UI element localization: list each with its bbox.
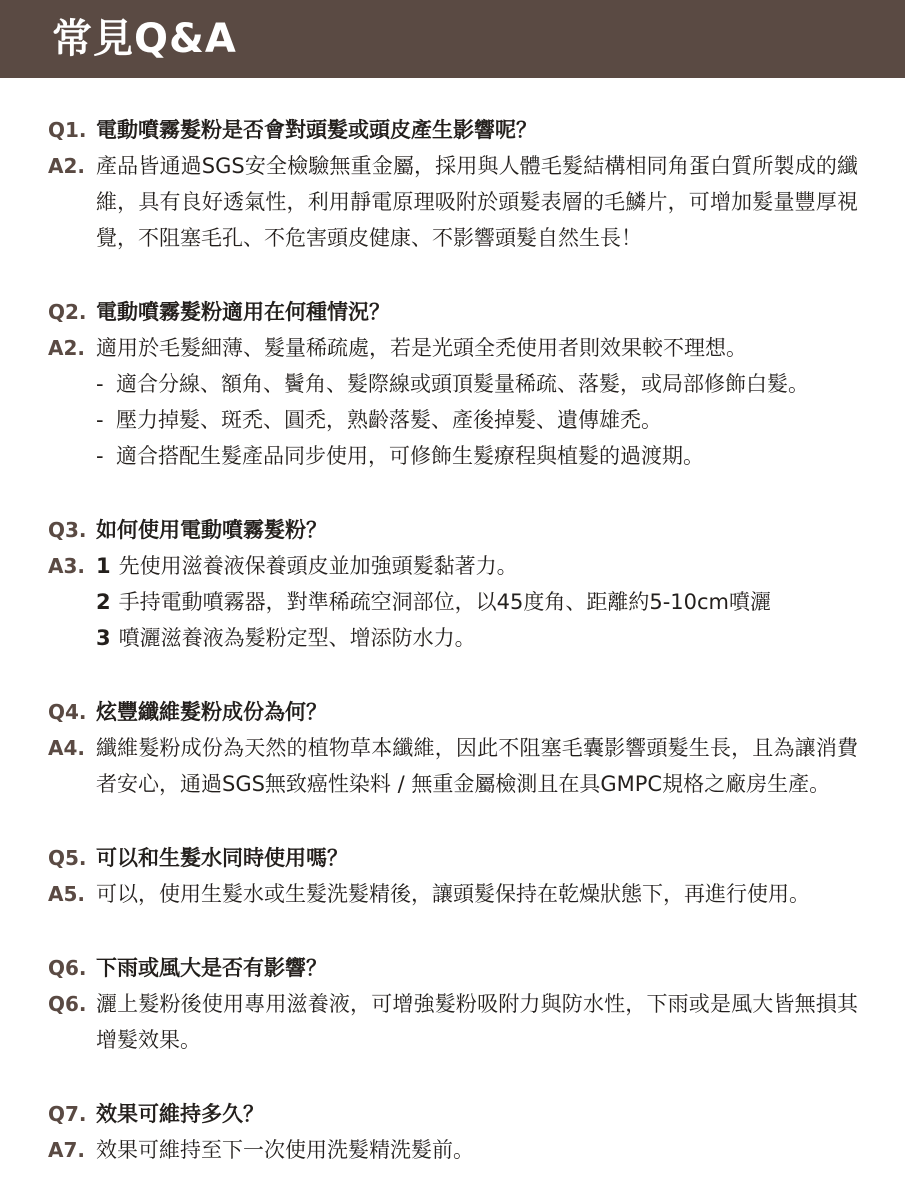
answer-row [48,548,858,656]
answer-tag: A3. [48,554,85,578]
question-tag: Q5. [48,846,87,870]
step-text: 噴灑滋養液為髮粉定型、增添防水力。 [118,626,476,650]
faq-item-2 [48,294,858,474]
answer-tag: A4. [48,736,85,760]
answer-block [96,330,858,474]
answer-row [48,876,858,912]
answer-text: 灑上髮粉後使用專用滋養液，可增強髮粉吸附力與防水性，下雨或是風大皆無損其增髮效果。 [96,992,858,1052]
answer-tag: A5. [48,882,85,906]
faq-list [48,112,858,1168]
question-row [48,840,858,876]
answer-text: 纖維髮粉成份為天然的植物草本纖維，因此不阻塞毛囊影響頭髮生長，且為讓消費者安心，通過SGS無致癌性染料 / 無重金屬檢測且在具GMPC規格之廠房生產。 [96,736,858,796]
answer-text: 適用於毛髮細薄、髮量稀疏處，若是光頭全禿使用者則效果較不理想。 [96,336,747,360]
question-tag: Q2. [48,300,87,324]
answer-tag: A2. [48,154,85,178]
answer-tag: A2. [48,336,85,360]
question-text: 電動噴霧髮粉適用在何種情況？ [96,300,390,324]
question-tag: Q7. [48,1102,87,1126]
bullet-item [96,438,858,474]
bullet-text: 適合分線、額角、鬢角、髮際線或頭頂髮量稀疏、落髮，或局部修飾白髮。 [116,372,809,396]
step-text: 手持電動噴霧器，對準稀疏空洞部位，以45度角、距離約5-10cm噴灑 [118,590,772,614]
step-text: 先使用滋養液保養頭皮並加強頭髮黏著力。 [118,554,518,578]
bullet-text: 壓力掉髮、斑禿、圓禿，熟齡落髮、產後掉髮、遺傳雄禿。 [116,408,662,432]
answer-row [48,1132,858,1168]
faq-item-3 [48,512,858,656]
answer-tag: Q6. [48,992,87,1016]
question-row [48,694,858,730]
question-tag: Q6. [48,956,87,980]
bullet-item [96,402,858,438]
faq-item-6 [48,950,858,1058]
answer-text: 可以，使用生髮水或生髮洗髮精後，讓頭髮保持在乾燥狀態下，再進行使用。 [96,882,810,906]
bullet-mark: - [96,408,104,432]
question-row [48,512,858,548]
step-item [96,620,858,656]
question-text: 電動噴霧髮粉是否會對頭髮或頭皮產生影響呢？ [96,118,537,142]
page-title: 常見Q&A [52,16,237,62]
answer-text: 產品皆通過SGS安全檢驗無重金屬，採用與人體毛髮結構相同角蛋白質所製成的纖維，具有良好透氣性，利用靜電原理吸附於頭髮表層的毛鱗片，可增加髮量豐厚視覺，不阻塞毛孔、不危害頭皮健康、不影響頭髮自然生長！ [96,154,858,250]
answer-tag: A7. [48,1138,85,1162]
bullet-text: 適合搭配生髮產品同步使用，可修飾生髮療程與植髮的過渡期。 [116,444,704,468]
question-row [48,112,858,148]
faq-item-5 [48,840,858,912]
answer-row [48,148,858,256]
answer-row [48,730,858,802]
question-text: 如何使用電動噴霧髮粉？ [96,518,327,542]
step-number: 1 [96,554,111,578]
question-tag: Q4. [48,700,87,724]
faq-item-1 [48,112,858,256]
step-number: 3 [96,626,111,650]
question-text: 炫豐纖維髮粉成份為何？ [96,700,327,724]
step-number: 2 [96,590,111,614]
faq-item-4 [48,694,858,802]
question-tag: Q3. [48,518,87,542]
question-row [48,294,858,330]
answer-row [48,986,858,1058]
question-row [48,1096,858,1132]
bullet-mark: - [96,372,104,396]
step-item [96,548,858,584]
faq-item-7 [48,1096,858,1168]
bullet-item [96,366,858,402]
step-item [96,584,858,620]
question-tag: Q1. [48,118,87,142]
question-row [48,950,858,986]
bullet-mark: - [96,444,104,468]
question-text: 下雨或風大是否有影響？ [96,956,327,980]
question-text: 可以和生髮水同時使用嗎？ [96,846,348,870]
answer-row [48,330,858,474]
answer-text: 效果可維持至下一次使用洗髮精洗髮前。 [96,1138,474,1162]
header-bar [0,0,905,78]
question-text: 效果可維持多久？ [96,1102,264,1126]
answer-block [96,548,858,656]
